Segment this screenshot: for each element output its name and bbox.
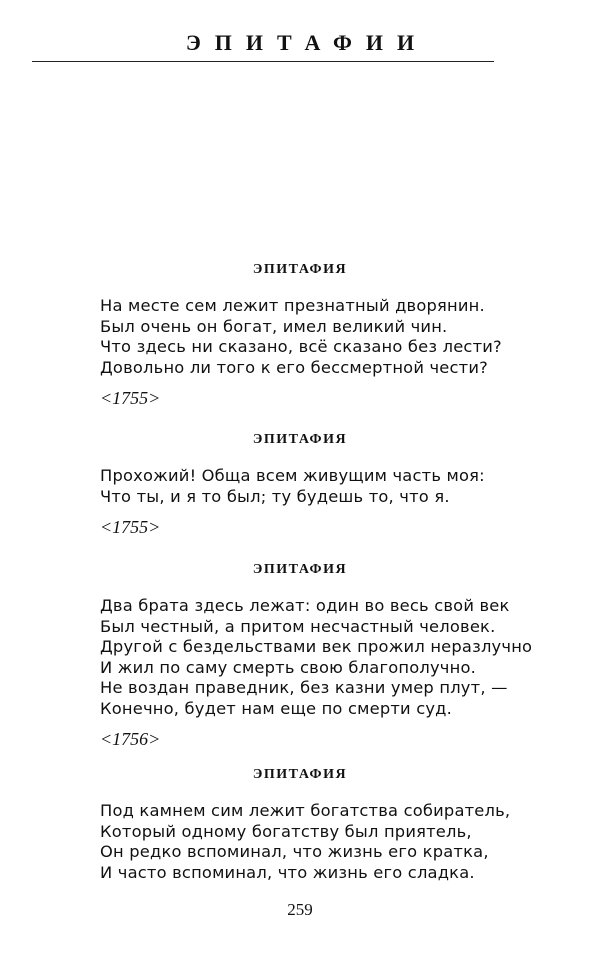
poem-line: Что здесь ни сказано, всё сказано без лести? [100, 337, 502, 356]
poem-date: <1755> [100, 517, 161, 537]
poem-title: ЭПИТАФИЯ [252, 262, 348, 277]
poem-line: Два брата здесь лежат: один во весь свой век [100, 596, 510, 615]
page-number: 259 [287, 900, 313, 919]
poem-line: Довольно ли того к его бессмертной чести? [100, 357, 488, 377]
poem-line: Прохожий! Обща всем живущим часть моя: [100, 466, 485, 485]
poem-line: Не воздан праведник, без казни умер плут, — [100, 678, 508, 697]
poem-3 [100, 562, 533, 749]
poem-line: Другой с бездельствами век прожил неразлучно [100, 637, 533, 656]
poem-title: ЭПИТАФИЯ [252, 767, 348, 782]
poem-line: Что ты, и я то был; ту будешь то, что я. [100, 486, 450, 506]
poem-line: На месте сем лежит презнатный дворянин. [100, 296, 485, 315]
header-rule [32, 61, 494, 62]
poem-2 [100, 432, 520, 537]
poem-date: <1756> [100, 729, 161, 749]
poem-title: ЭПИТАФИЯ [252, 562, 348, 577]
poem-line: И жил по саму смерть свою благополучно. [100, 657, 477, 677]
poem-line: И часто вспоминал, что жизнь его сладка. [100, 862, 475, 882]
poem-line: Который одному богатству был приятель, [100, 821, 472, 841]
poem-line: Конечно, будет нам еще по смерти суд. [100, 698, 453, 718]
poem-date: <1755> [100, 388, 161, 408]
running-head-title: ЭПИТАФИИ [185, 30, 429, 55]
poem-line: Он редко вспоминал, что жизнь его кратка, [100, 842, 489, 861]
poem-line: Был очень он богат, имел великий чин. [100, 316, 448, 336]
poem-1 [100, 262, 520, 408]
poem-4 [100, 767, 520, 883]
poem-title: ЭПИТАФИЯ [252, 432, 348, 447]
poem-line: Был честный, а притом несчастный человек. [100, 616, 496, 636]
poem-line: Под камнем сим лежит богатства собиратель, [100, 801, 511, 820]
